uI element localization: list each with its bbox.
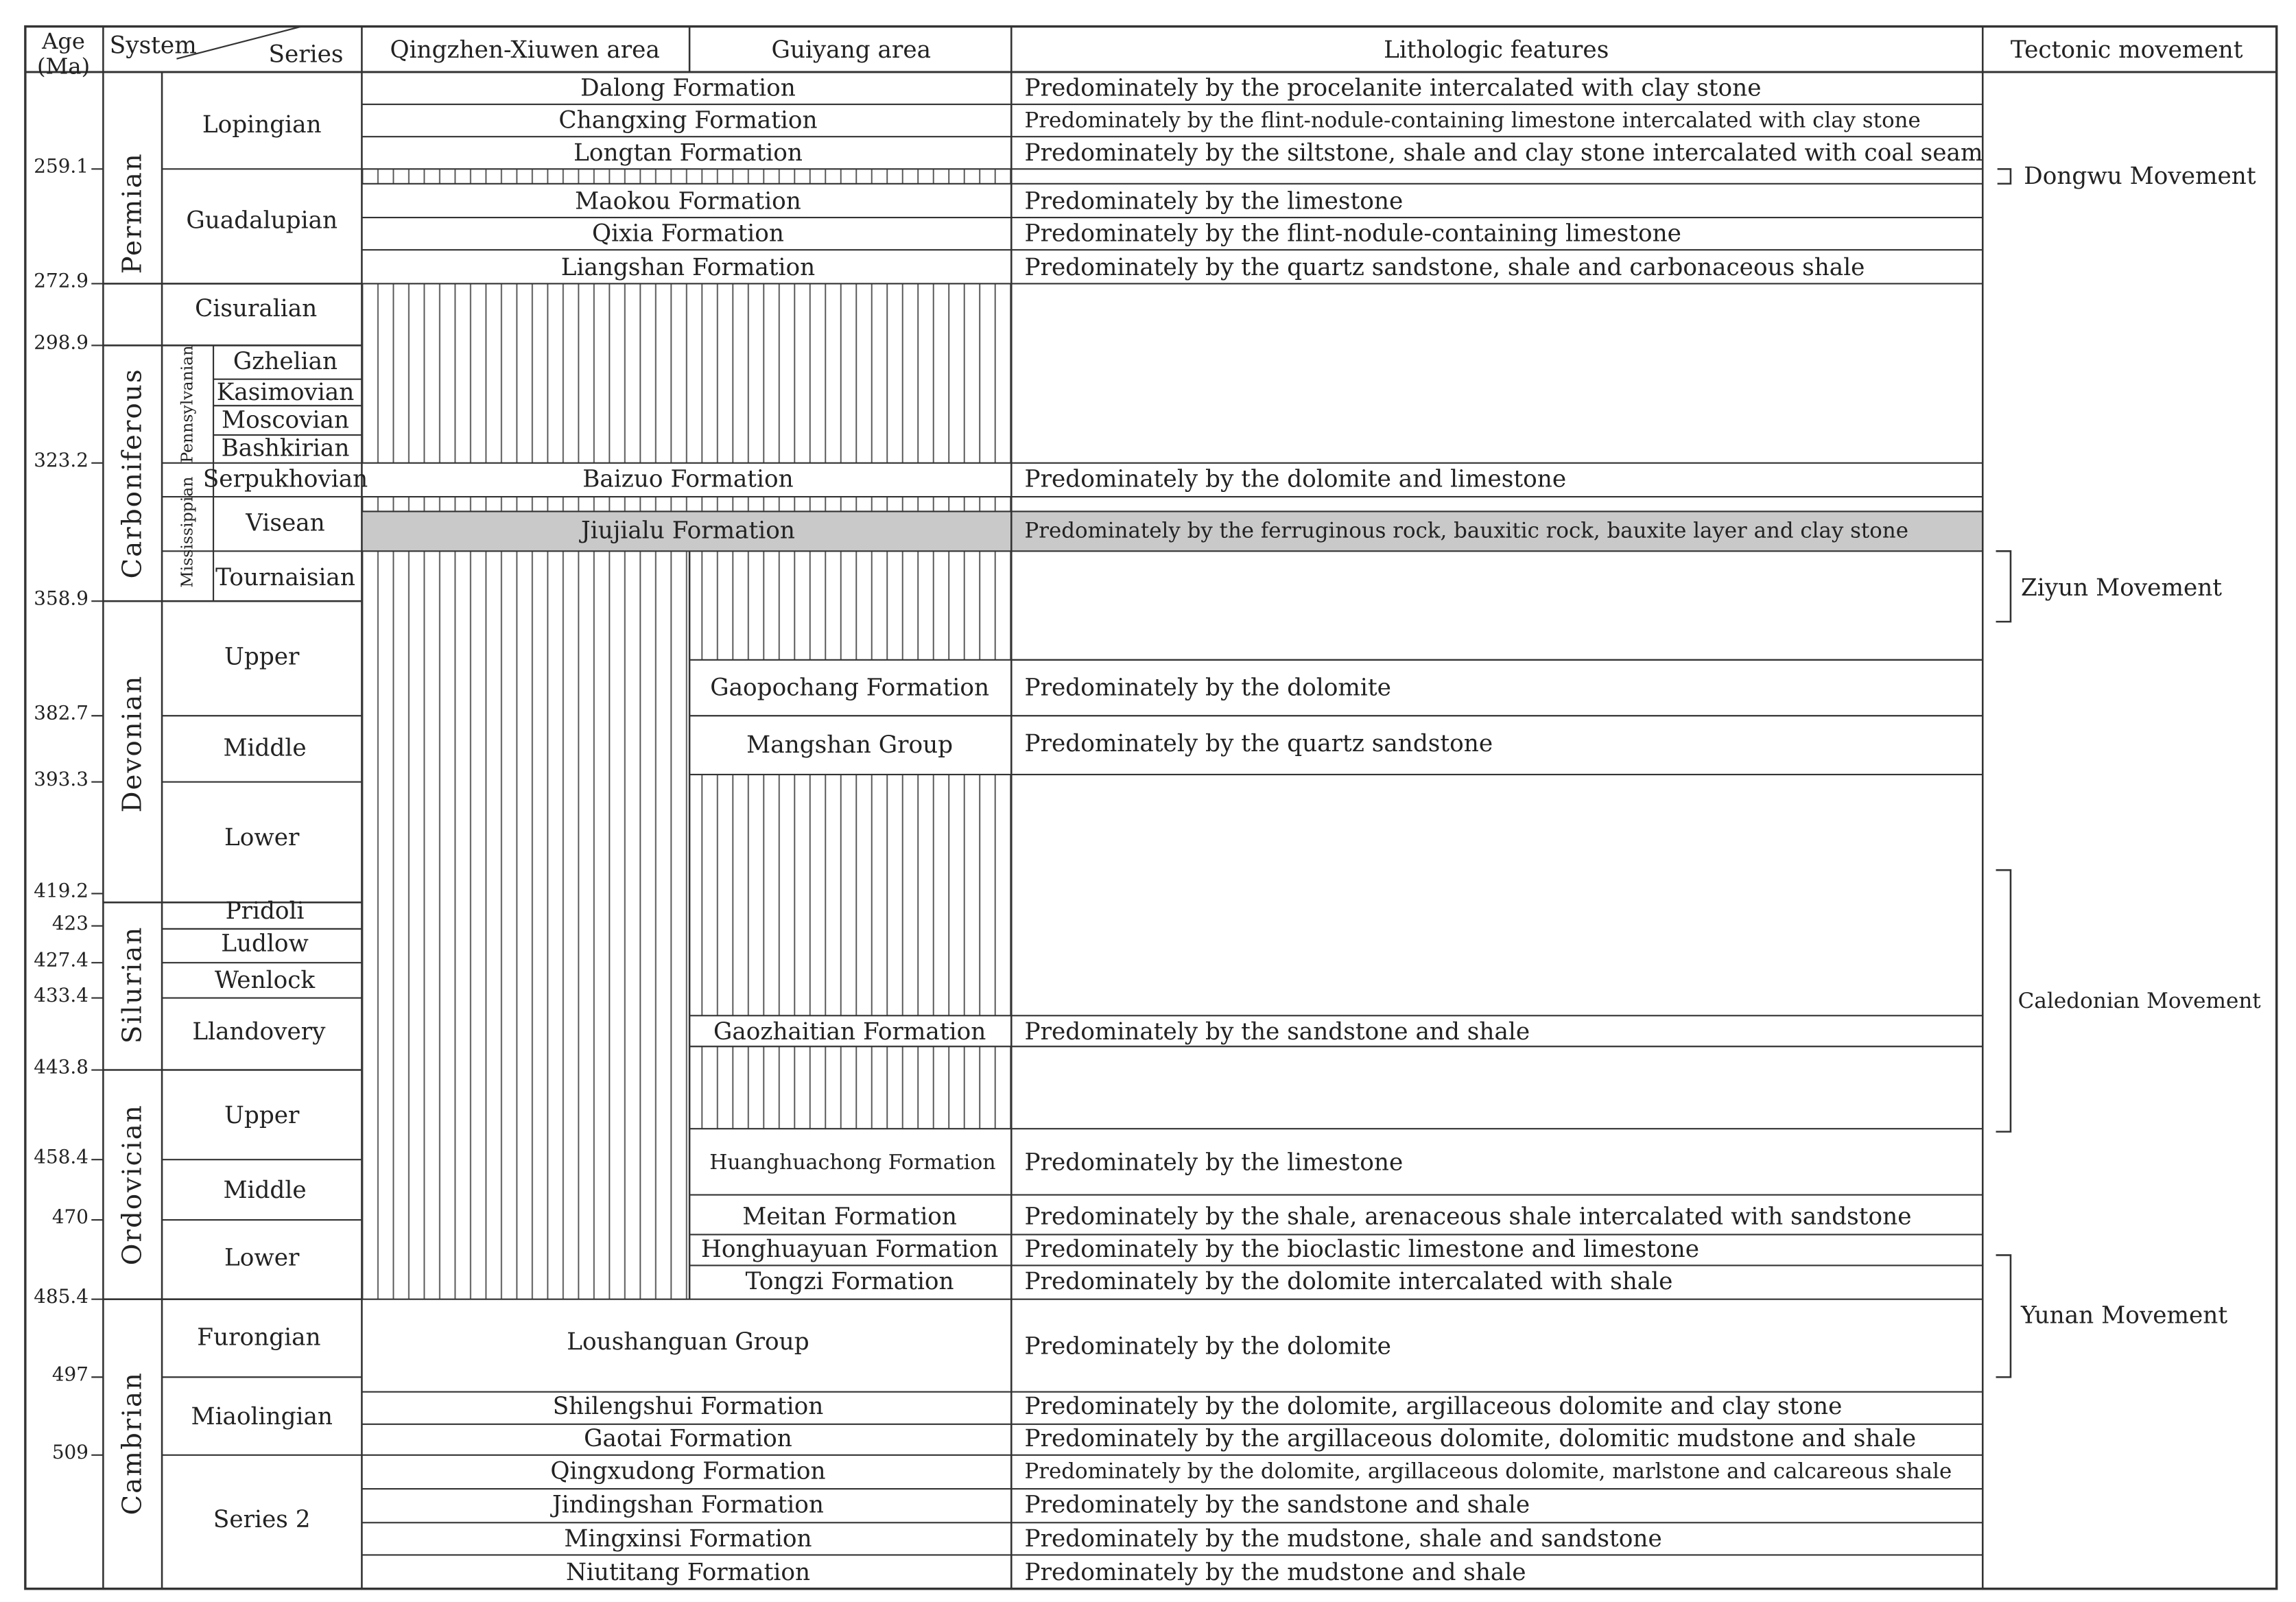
formation-label: Jiujialu Formation <box>581 517 795 545</box>
lithology-text: Predominately by the argillaceous dolomite, dolomitic mudstone and shale <box>1024 1425 1917 1453</box>
hiatus-hatch-guiyang-upper-devonian <box>689 551 1011 660</box>
formation-label: Longtan Formation <box>573 139 803 167</box>
series-label: Tournaisian <box>215 563 355 591</box>
lithology-text: Predominately by the ferruginous rock, bauxitic rock, bauxite layer and clay stone <box>1024 518 1908 543</box>
age-label: 458.4 <box>34 1145 88 1168</box>
header-qingzhen-xiuwen: Qingzhen-Xiuwen area <box>390 36 660 64</box>
age-label: 298.9 <box>34 331 88 354</box>
lithology-text: Predominately by the shale, arenaceous shale intercalated with sandstone <box>1024 1203 1912 1231</box>
lithology-text: Predominately by the limestone <box>1024 187 1404 215</box>
tectonic-caledonian: Caledonian Movement <box>2017 988 2261 1013</box>
lithology-text: Predominately by the limestone <box>1024 1149 1404 1177</box>
hiatus-hatch-guiyang-ordovician <box>689 1046 1011 1129</box>
hiatus-hatch-cisuralian <box>362 283 1011 462</box>
series-label: Cisuralian <box>195 294 318 322</box>
lithology-text: Predominately by the siltstone, shale and clay stone intercalated with coal seam <box>1024 139 1983 167</box>
system-label-cambrian: Cambrian <box>117 1371 148 1516</box>
series-label: Furongian <box>197 1323 321 1352</box>
lithology-text: Predominately by the procelanite intercalated with clay stone <box>1024 74 1762 102</box>
lithology-text: Predominately by the bioclastic limestone and limestone <box>1024 1235 1699 1263</box>
series-label: Upper <box>224 643 300 671</box>
formation-label: Meitan Formation <box>742 1203 958 1231</box>
hiatus-hatch-guiyang-silurian <box>689 775 1011 1015</box>
ziyun-bracket <box>1996 551 2011 622</box>
series-label: Wenlock <box>214 966 316 994</box>
system-label-silurian: Silurian <box>117 926 148 1044</box>
yunan-bracket <box>1996 1255 2011 1377</box>
formation-label: Jindingshan Formation <box>552 1491 824 1519</box>
lithology-text: Predominately by the quartz sandstone, shale and carbonaceous shale <box>1024 253 1865 281</box>
tectonic-ziyun: Ziyun Movement <box>2020 574 2223 602</box>
age-label: 427.4 <box>34 948 88 971</box>
series-label: Ludlow <box>221 930 309 958</box>
subsystem-pennsylvanian: Pennsylvanian <box>177 345 197 463</box>
age-label: 470 <box>51 1205 88 1229</box>
lithology-text: Predominately by the dolomite <box>1024 1332 1391 1360</box>
system-label-devonian: Devonian <box>117 674 148 813</box>
series-label: Middle <box>223 734 307 762</box>
lithology-text: Predominately by the mudstone and shale <box>1024 1559 1526 1587</box>
lithology-text: Predominately by the dolomite intercalated with shale <box>1024 1268 1673 1295</box>
formation-label: Honghuayuan Formation <box>701 1235 999 1263</box>
age-label: 433.4 <box>34 983 88 1006</box>
age-label: 393.3 <box>34 767 88 790</box>
formation-label: Maokou Formation <box>575 187 801 215</box>
header-lithologic-features: Lithologic features <box>1384 36 1609 64</box>
formation-label: Niutitang Formation <box>565 1559 811 1587</box>
series-label: Serpukhovian <box>202 465 368 493</box>
formation-label: Liangshan Formation <box>560 253 816 281</box>
header-tectonic-movement: Tectonic movement <box>2010 36 2243 64</box>
hiatus-hatch-visean <box>362 497 1011 511</box>
lithology-text: Predominately by the mudstone, shale and sandstone <box>1024 1524 1662 1553</box>
age-label: 358.9 <box>34 587 88 610</box>
hiatus-hatch-qingzhen-lower <box>362 551 689 1299</box>
header-age-unit: (Ma) <box>36 53 91 80</box>
series-label: Lopingian <box>202 111 322 139</box>
age-label: 509 <box>51 1440 88 1463</box>
hiatus-hatch-longtan <box>362 169 1011 183</box>
lithology-text: Predominately by the flint-nodule-containing limestone <box>1024 220 1681 248</box>
formation-label: Huanghuachong Formation <box>709 1150 996 1175</box>
dongwu-bracket <box>1998 169 2011 183</box>
system-label-permian: Permian <box>117 152 148 274</box>
series-label: Lower <box>224 1244 300 1272</box>
series-label: Lower <box>224 824 300 852</box>
age-label: 443.8 <box>34 1055 88 1079</box>
system-label-ordovician: Ordovician <box>117 1104 148 1266</box>
series-label: Middle <box>223 1177 307 1205</box>
series-label: Pridoli <box>225 897 305 926</box>
header-age: Age <box>42 27 85 54</box>
formation-label: Qingxudong Formation <box>550 1457 826 1485</box>
age-label: 272.9 <box>34 269 88 292</box>
series-label: Miaolingian <box>191 1403 333 1431</box>
formation-label: Gaotai Formation <box>584 1425 792 1453</box>
formation-label: Loushanguan Group <box>567 1328 809 1356</box>
series-label: Guadalupian <box>186 207 338 235</box>
tectonic-dongwu: Dongwu Movement <box>2024 163 2256 191</box>
caledonian-bracket <box>1996 870 2011 1131</box>
header-series: Series <box>268 40 344 69</box>
series-label: Upper <box>224 1101 300 1129</box>
system-label-carboniferous: Carboniferous <box>117 368 148 579</box>
series-label: Visean <box>246 509 325 537</box>
age-label: 423 <box>51 911 88 934</box>
formation-label: Dalong Formation <box>580 74 796 102</box>
series-label: Gzhelian <box>233 347 338 375</box>
formation-label: Baizuo Formation <box>582 465 794 493</box>
lithology-text: Predominately by the dolomite and limestone <box>1024 465 1567 493</box>
formation-label: Shilengshui Formation <box>552 1393 824 1421</box>
lithology-text: Predominately by the flint-nodule-containing limestone intercalated with clay stone <box>1024 108 1921 133</box>
age-label: 485.4 <box>34 1284 88 1308</box>
age-label: 323.2 <box>34 449 88 472</box>
formation-label: Changxing Formation <box>558 106 818 134</box>
series-label: Bashkirian <box>221 434 350 462</box>
series-label: Kasimovian <box>216 378 355 406</box>
age-label: 419.2 <box>34 879 88 902</box>
lithology-text: Predominately by the dolomite, argillaceous dolomite and clay stone <box>1024 1393 1843 1421</box>
lithology-text: Predominately by the dolomite <box>1024 674 1391 702</box>
series-label: Llandovery <box>192 1017 326 1046</box>
formation-label: Qixia Formation <box>592 220 784 248</box>
series-label: Moscovian <box>222 406 349 434</box>
formation-label: Mingxinsi Formation <box>564 1524 812 1553</box>
formation-label: Tongzi Formation <box>745 1268 954 1295</box>
lithology-text: Predominately by the quartz sandstone <box>1024 729 1493 757</box>
formation-label: Mangshan Group <box>746 731 954 759</box>
tectonic-yunan: Yunan Movement <box>2020 1301 2228 1330</box>
subsystem-mississippian: Mississippian <box>177 476 197 588</box>
header-system: System <box>109 32 197 60</box>
age-label: 382.7 <box>34 701 88 725</box>
series-label: Series 2 <box>213 1506 311 1534</box>
formation-label: Gaozhaitian Formation <box>713 1017 986 1046</box>
header-guiyang: Guiyang area <box>771 36 932 64</box>
formation-label: Gaopochang Formation <box>710 674 990 702</box>
age-label: 259.1 <box>34 154 88 178</box>
age-label: 497 <box>51 1363 88 1386</box>
lithology-text: Predominately by the dolomite, argillaceous dolomite, marlstone and calcareous shale <box>1024 1459 1952 1484</box>
lithology-text: Predominately by the sandstone and shale <box>1024 1491 1530 1519</box>
lithology-text: Predominately by the sandstone and shale <box>1024 1017 1530 1046</box>
